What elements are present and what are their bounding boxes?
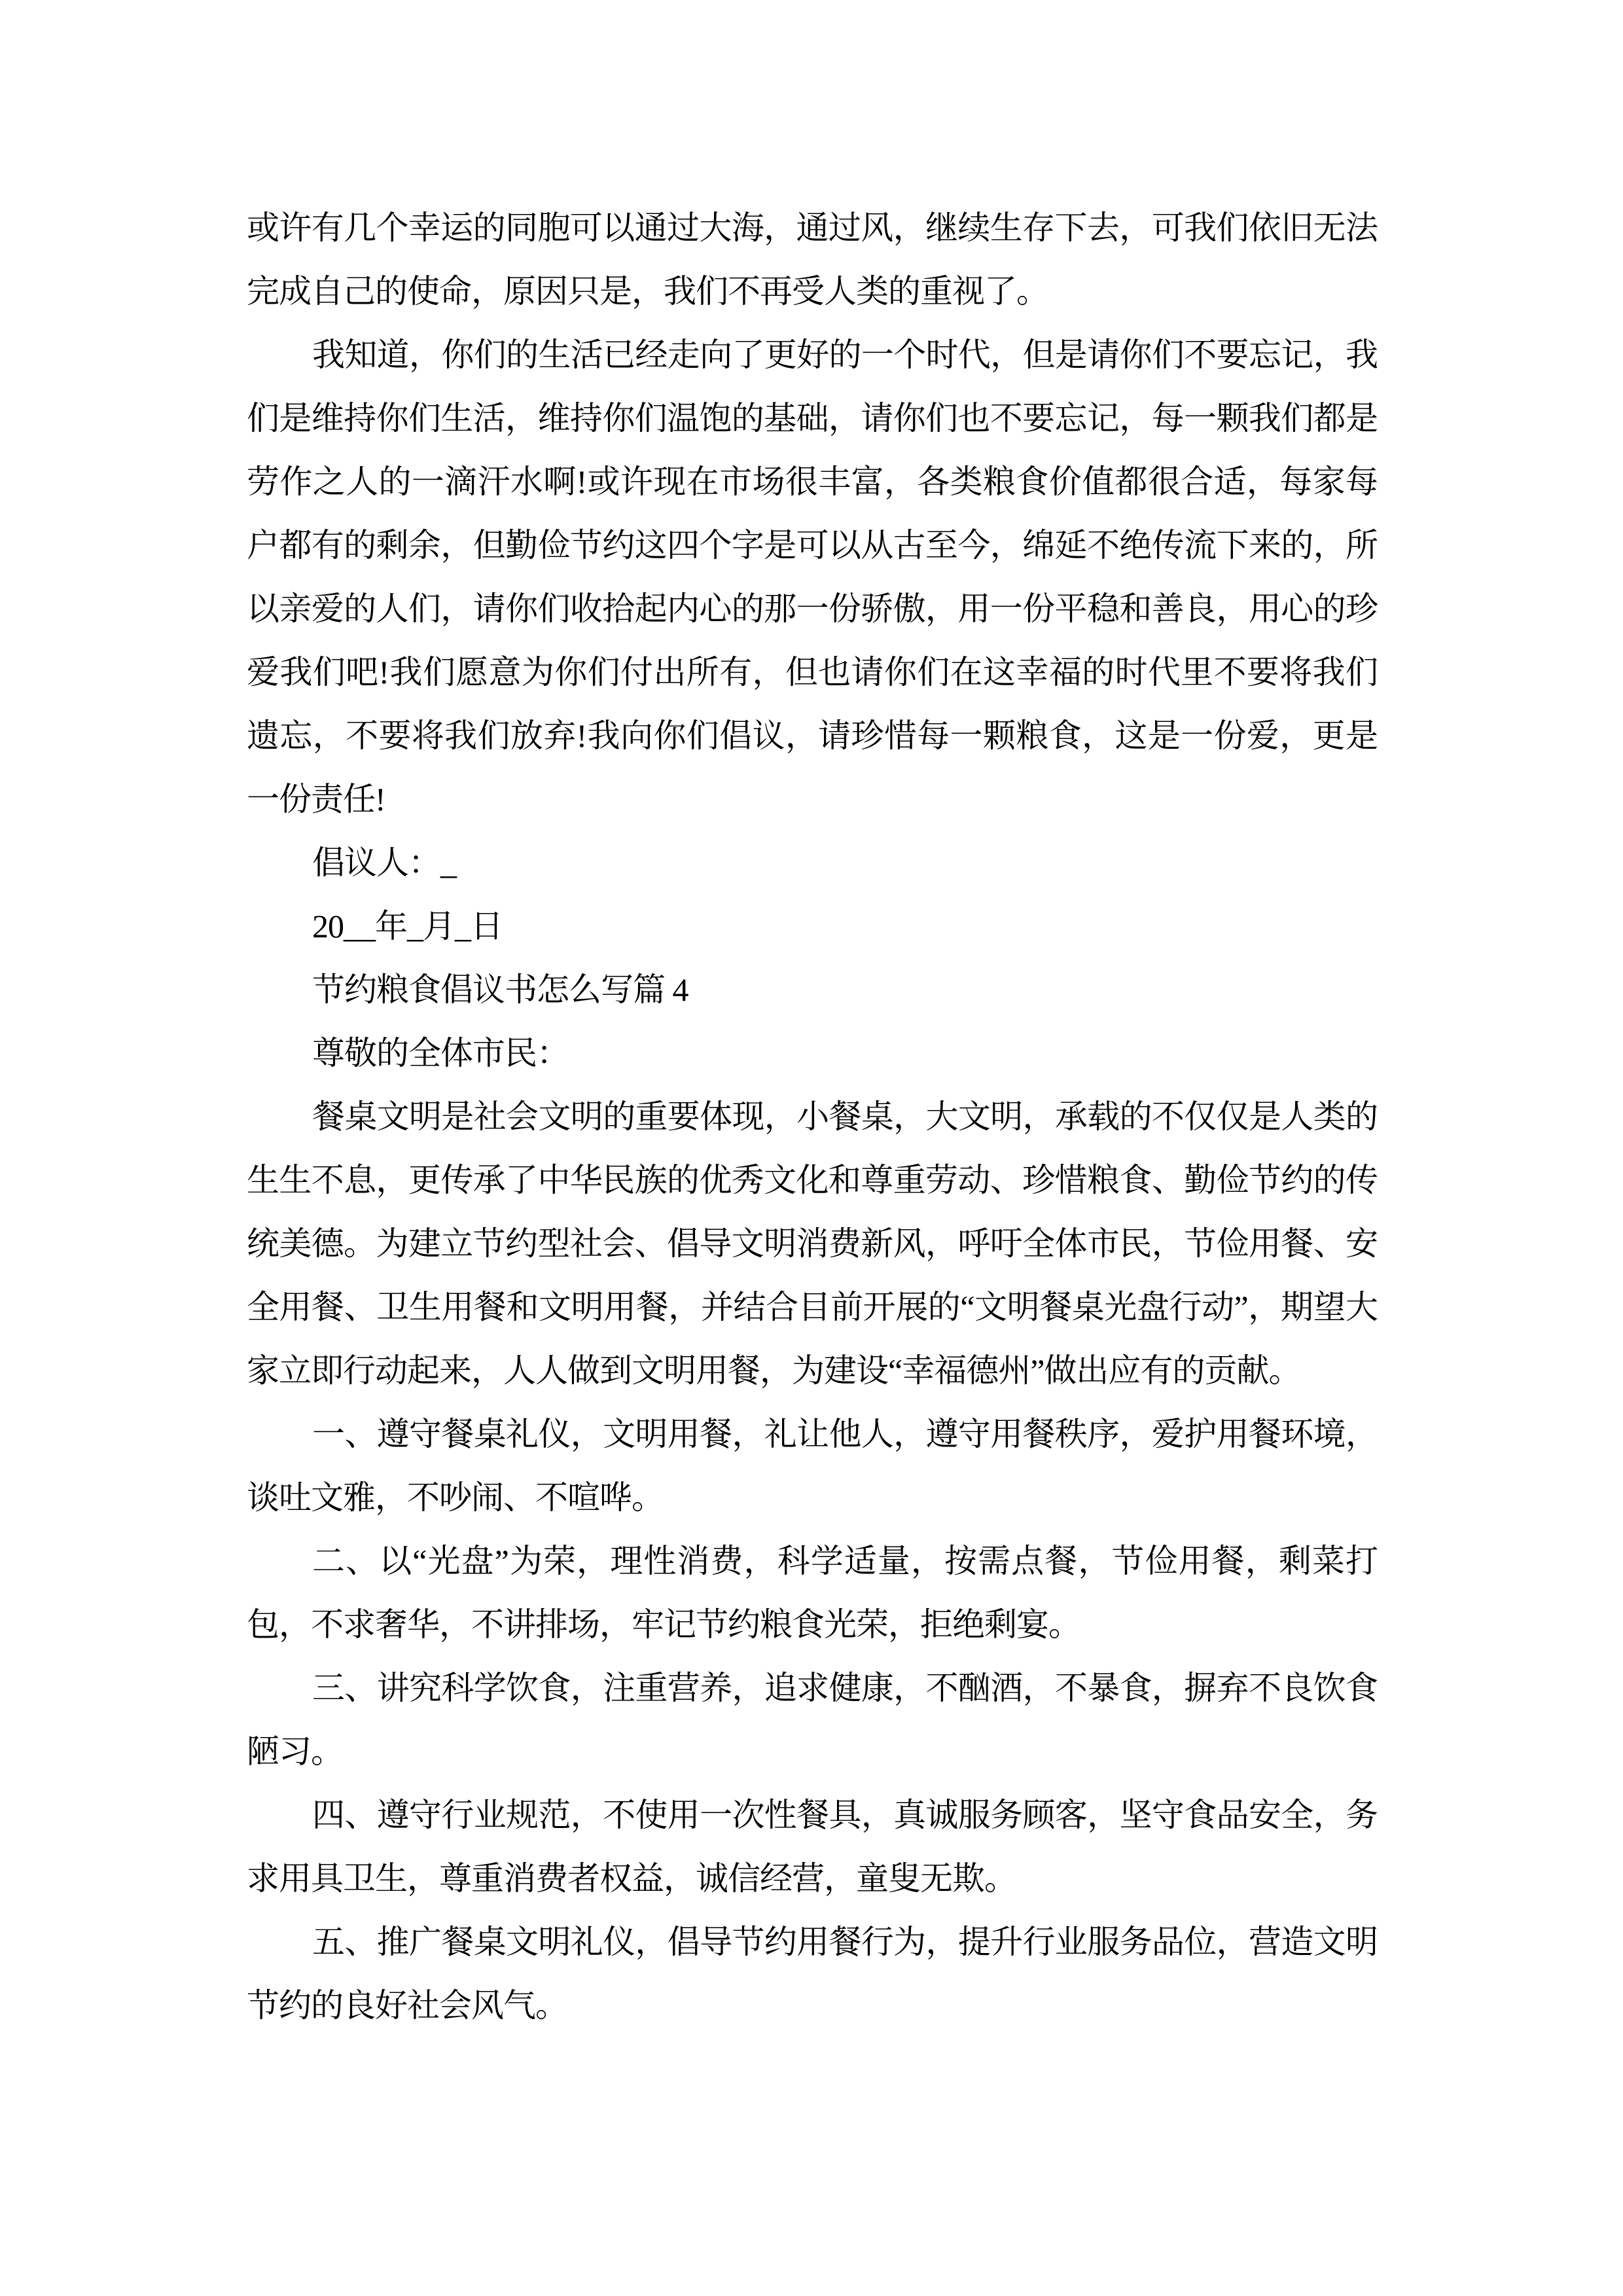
paragraph: 餐桌文明是社会文明的重要体现，小餐桌，大文明，承载的不仅仅是人类的生生不息，更传承了中华民族的优秀文化和尊重劳动、珍惜粮食、勤俭节约的传统美德。为建立节约型社会、倡导文明消费新风，呼吁全体市民，节俭用餐、安全用餐、卫生用餐和文明用餐，并结合目前开展的“文明餐桌光盘行动”，期望大家立即行动起来，人人做到文明用餐，为建设“幸福德州”做出应有的贡献。 bbox=[247, 1098, 1378, 1389]
paragraph: 一、遵守餐桌礼仪，文明用餐，礼让他人，遵守用餐秩序，爱护用餐环境，谈吐文雅，不吵闹、不喧哗。 bbox=[247, 1416, 1378, 1516]
paragraph: 倡议人：_ bbox=[312, 844, 456, 881]
paragraph: 节约粮食倡议书怎么写篇 4 bbox=[312, 971, 688, 1008]
paragraph: 二、以“光盘”为荣，理性消费，科学适量，按需点餐，节俭用餐，剩菜打包，不求奢华，不讲排场，牢记节约粮食光荣，拒绝剩宴。 bbox=[247, 1543, 1378, 1643]
paragraph: 五、推广餐桌文明礼仪，倡导节约用餐行为，提升行业服务品位，营造文明节约的良好社会风气。 bbox=[247, 1924, 1378, 2024]
paragraph: 尊敬的全体市民： bbox=[312, 1035, 569, 1071]
paragraph: 三、讲究科学饮食，注重营养，追求健康，不酗酒，不暴食，摒弃不良饮食陋习。 bbox=[247, 1670, 1378, 1770]
paragraph: 20__年_月_日 bbox=[312, 908, 503, 944]
paragraph: 我知道，你们的生活已经走向了更好的一个时代，但是请你们不要忘记，我们是维持你们生活，维持你们温饱的基础，请你们也不要忘记，每一颗我们都是劳作之人的一滴汗水啊!或许现在市场很丰富，各类粮食价值都很合适，每家每户都有的剩余，但勤俭节约这四个字是可以从古至今，绵延不绝传流下来的，所以亲爱的人们，请你们收拾起内心的那一份骄傲，用一份平稳和善良，用心的珍爱我们吧!我们愿意为你们付出所有，但也请你们在这幸福的时代里不要将我们遗忘，不要将我们放弃!我向你们倡议，请珍惜每一颗粮食，这是一份爱，更是一份责任! bbox=[247, 336, 1378, 817]
paragraph: 四、遵守行业规范，不使用一次性餐具，真诚服务顾客，坚守食品安全，务求用具卫生，尊重消费者权益，诚信经营，童叟无欺。 bbox=[247, 1797, 1378, 1897]
paragraph: 或许有几个幸运的同胞可以通过大海，通过风，继续生存下去，可我们依旧无法完成自己的使命，原因只是，我们不再受人类的重视了。 bbox=[247, 209, 1378, 310]
document-body bbox=[247, 196, 1378, 2037]
